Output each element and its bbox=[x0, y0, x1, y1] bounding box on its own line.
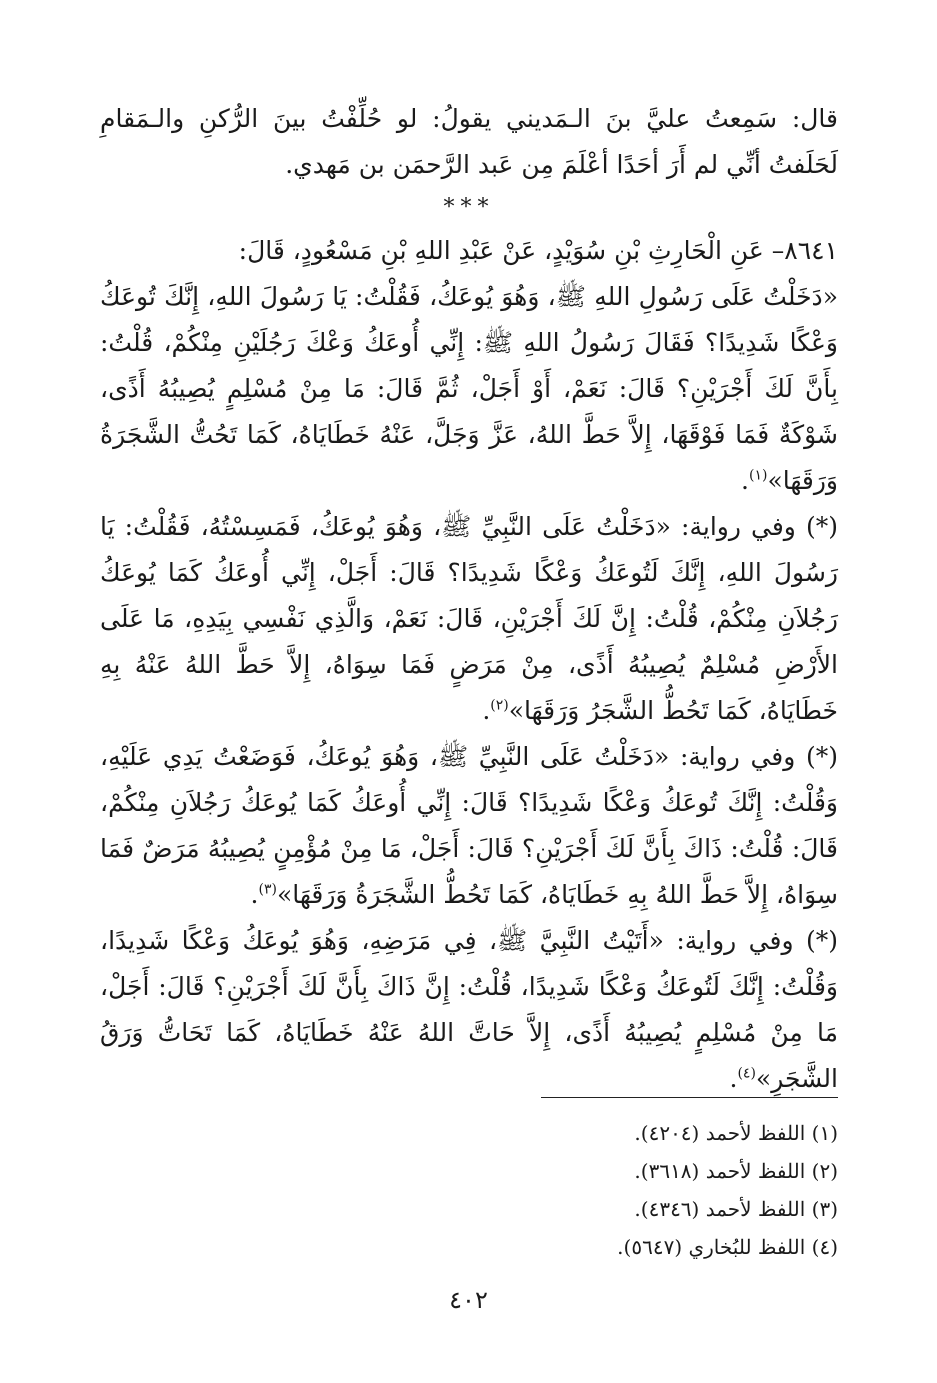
footnote-4: (٤) اللفظ للبُخاري (٥٦٤٧). bbox=[617, 1235, 838, 1259]
narration-2: (*) وفي رواية: «دَخَلْتُ عَلَى النَّبِيِّ ﷺ، وَهُوَ يُوعَكُ، فَمَسِسْتُهُ، فَقُلْتُ: يَا رَسُولَ اللهِ، إِنَّكَ لَتُوعَكُ وَعْكًا شَدِيدًا؟ قَالَ: أَجَلْ، إِنِّي أُوعَكُ كَمَا يُوعَكُ رَجُلاَنِ مِنْكُمْ، قُلْتُ: إِنَّ لَكَ أَجْرَيْنِ، قَالَ: نَعَمْ، وَالَّذِي نَفْسِي بِيَدِهِ، مَا عَلَى الأَرْضِ مُسْلِمٌ يُصِيبُهُ أَذًى، مِنْ مَرَضٍ فَمَا سِوَاهُ، إِلاَّ حَطَّ اللهُ عَنْهُ بِهِ خَطَايَاهُ، كَمَا تَحُطُّ الشَّجَرُ وَرَقَهَا»$^{(٢)}$. bbox=[100, 512, 838, 725]
narration-3-body: (*) وفي رواية: «دَخَلْتُ عَلَى النَّبِيِّ ﷺ، وَهُوَ يُوعَكُ، فَوَضَعْتُ يَدِي عَلَيْهِ، وَقُلْتُ: إِنَّكَ تُوعَكُ وَعْكًا شَدِيدًا؟ قَالَ: إِنِّي أُوعَكُ كَمَا يُوعَكُ رَجُلاَنِ مِنْكُمْ، قَالَ: قُلْتُ: ذَاكَ بِأَنَّ لَكَ أَجْرَيْنِ؟ قَالَ: أَجَلْ، مَا مِنْ مُؤْمِنٍ يُصِيبُهُ مَرَضٌ فَمَا سِوَاهُ، إِلاَّ حَطَّ اللهُ بِهِ خَطَايَاهُ، كَمَا تَحُطُّ الشَّجَرَةُ وَرَقَهَا» bbox=[100, 742, 838, 909]
footnote-2: (٢) اللفظ لأحمد (٣٦١٨). bbox=[634, 1159, 838, 1183]
hadith-main-text: «دَخَلْتُ عَلَى رَسُولِ اللهِ ﷺ، وَهُوَ يُوعَكُ، فَقُلْتُ: يَا رَسُولَ اللهِ، إِنَّكَ تُوعَكُ وَعْكًا شَدِيدًا؟ فَقَالَ رَسُولُ اللهِ ﷺ: إِنِّي أُوعَكُ وَعْكَ رَجُلَيْنِ مِنْكُمْ، قُلْتُ: بِأَنَّ لَكَ أَجْرَيْنِ؟ قَالَ: نَعَمْ، أَوْ أَجَلْ، ثُمَّ قَالَ: مَا مِنْ مُسْلِمٍ يُصِيبُهُ أَذًى، شَوْكَةٌ فَمَا فَوْقَهَا، إِلاَّ حَطَّ اللهُ، عَزَّ وَجَلَّ، عَنْهُ خَطَايَاهُ، كَمَا تَحُتُّ الشَّجَرَةُ وَرَقَهَا»$^{(١)}$. bbox=[100, 282, 838, 495]
narration-2-body: (*) وفي رواية: «دَخَلْتُ عَلَى النَّبِيِّ ﷺ، وَهُوَ يُوعَكُ، فَمَسِسْتُهُ، فَقُلْتُ: يَا رَسُولَ اللهِ، إِنَّكَ لَتُوعَكُ وَعْكًا شَدِيدًا؟ قَالَ: أَجَلْ، إِنِّي أُوعَكُ كَمَا يُوعَكُ رَجُلاَنِ مِنْكُمْ، قُلْتُ: إِنَّ لَكَ أَجْرَيْنِ، قَالَ: نَعَمْ، وَالَّذِي نَفْسِي بِيَدِهِ، مَا عَلَى الأَرْضِ مُسْلِمٌ يُصِيبُهُ أَذًى، مِنْ مَرَضٍ فَمَا سِوَاهُ، إِلاَّ حَطَّ اللهُ عَنْهُ بِهِ خَطَايَاهُ، كَمَا تَحُطُّ الشَّجَرُ وَرَقَهَا» bbox=[100, 512, 838, 725]
section-separator: *** bbox=[443, 195, 495, 220]
page-body bbox=[100, 96, 838, 1102]
hadith-main-body: «دَخَلْتُ عَلَى رَسُولِ اللهِ ﷺ، وَهُوَ يُوعَكُ، فَقُلْتُ: يَا رَسُولَ اللهِ، إِنَّكَ تُوعَكُ وَعْكًا شَدِيدًا؟ فَقَالَ رَسُولُ اللهِ ﷺ: إِنِّي أُوعَكُ وَعْكَ رَجُلَيْنِ مِنْكُمْ، قُلْتُ: بِأَنَّ لَكَ أَجْرَيْنِ؟ قَالَ: نَعَمْ، أَوْ أَجَلْ، ثُمَّ قَالَ: مَا مِنْ مُسْلِمٍ يُصِيبُهُ أَذًى، شَوْكَةٌ فَمَا فَوْقَهَا، إِلاَّ حَطَّ اللهُ، عَزَّ وَجَلَّ، عَنْهُ خَطَايَاهُ، كَمَا تَحُتُّ الشَّجَرَةُ وَرَقَهَا» bbox=[100, 282, 838, 495]
footnote-ref-3[interactable]: (٣) bbox=[258, 881, 277, 898]
footnotes-divider bbox=[541, 1097, 838, 1098]
hadith-header: ٨٦٤١– عَنِ الْحَارِثِ بْنِ سُوَيْدٍ، عَنْ عَبْدِ اللهِ بْنِ مَسْعُودٍ، قَالَ: bbox=[238, 236, 838, 265]
footnote-3: (٣) اللفظ لأحمد (٤٣٤٦). bbox=[634, 1197, 838, 1221]
footnote-ref-2[interactable]: (٢) bbox=[490, 697, 509, 714]
footnote-1: (١) اللفظ لأحمد (٤٢٠٤). bbox=[634, 1121, 838, 1145]
narration-4: (*) وفي رواية: «أَتَيْتُ النَّبِيَّ ﷺ، فِي مَرَضِهِ، وَهُوَ يُوعَكُ وَعْكًا شَدِيدًا، وَقُلْتُ: إِنَّكَ لَتُوعَكُ وَعْكًا شَدِيدًا، قُلْتُ: إِنَّ ذَاكَ بِأَنَّ لَكَ أَجْرَيْنِ؟ قَالَ: أَجَلْ، مَا مِنْ مُسْلِمٍ يُصِيبُهُ أَذًى، إِلاَّ حَاتَّ اللهُ عَنْهُ خَطَايَاهُ، كَمَا تَحَاتُّ وَرَقُ الشَّجَرِ»$^{(٤)}$. bbox=[100, 926, 838, 1093]
intro-paragraph: قال: سَمِعتُ عليَّ بنَ الـمَديني يقولُ: لو حُلِّفْتُ بينَ الرُّكنِ والـمَقامِ لَحَلَفتُ أنِّي لم أَرَ أحَدًا أعْلَمَ مِن عَبد الرَّحمَن بن مَهدي. bbox=[100, 104, 838, 179]
footnote-ref-4[interactable]: (٤) bbox=[737, 1065, 756, 1082]
narration-3: (*) وفي رواية: «دَخَلْتُ عَلَى النَّبِيِّ ﷺ، وَهُوَ يُوعَكُ، فَوَضَعْتُ يَدِي عَلَيْهِ، وَقُلْتُ: إِنَّكَ تُوعَكُ وَعْكًا شَدِيدًا؟ قَالَ: إِنِّي أُوعَكُ كَمَا يُوعَكُ رَجُلاَنِ مِنْكُمْ، قَالَ: قُلْتُ: ذَاكَ بِأَنَّ لَكَ أَجْرَيْنِ؟ قَالَ: أَجَلْ، مَا مِنْ مُؤْمِنٍ يُصِيبُهُ مَرَضٌ فَمَا سِوَاهُ، إِلاَّ حَطَّ اللهُ بِهِ خَطَايَاهُ، كَمَا تَحُطُّ الشَّجَرَةُ وَرَقَهَا»$^{(٣)}$. bbox=[100, 742, 838, 909]
page-number: ٤٠٢ bbox=[449, 1286, 488, 1314]
footnote-ref-1[interactable]: (١) bbox=[748, 467, 768, 484]
footnotes bbox=[300, 1114, 838, 1266]
narration-4-body: (*) وفي رواية: «أَتَيْتُ النَّبِيَّ ﷺ، فِي مَرَضِهِ، وَهُوَ يُوعَكُ وَعْكًا شَدِيدًا، وَقُلْتُ: إِنَّكَ لَتُوعَكُ وَعْكًا شَدِيدًا، قُلْتُ: إِنَّ ذَاكَ بِأَنَّ لَكَ أَجْرَيْنِ؟ قَالَ: أَجَلْ، مَا مِنْ مُسْلِمٍ يُصِيبُهُ أَذًى، إِلاَّ حَاتَّ اللهُ عَنْهُ خَطَايَاهُ، كَمَا تَحَاتُّ وَرَقُ الشَّجَرِ» bbox=[100, 926, 838, 1093]
